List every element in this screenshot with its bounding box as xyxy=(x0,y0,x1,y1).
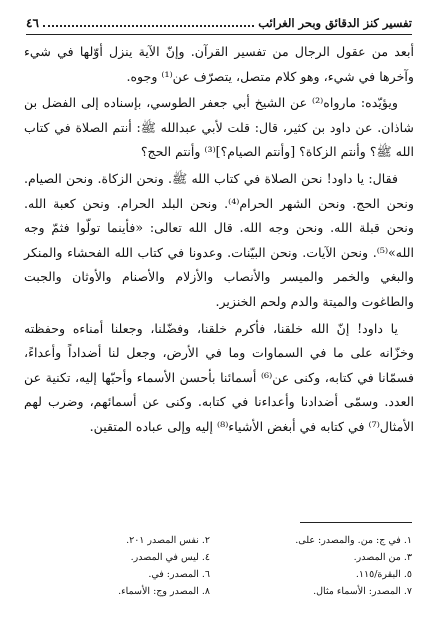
footnote-5: ٥. البقرة/١١٥. xyxy=(355,569,412,580)
footnote-3: ٣. من المصدر. xyxy=(353,552,412,563)
running-header xyxy=(26,14,412,32)
footnote-separator xyxy=(300,522,412,523)
body-text xyxy=(24,40,414,442)
page-number: ٤٦ xyxy=(26,16,39,30)
header-dotted-leader xyxy=(43,19,254,27)
footnote-8: ٨. المصدر وج: الأسماء. xyxy=(118,586,210,597)
footnote-2: ٢. نفس المصدر ٢٠١. xyxy=(126,535,210,546)
footnote-7: ٧. المصدر: الأسماء مثال. xyxy=(313,586,412,597)
header-rule xyxy=(26,34,412,35)
paragraph-2: ويؤيّده: مارواه⁽²⁾ عن الشيخ أبي جعفر الطوسي، بإسناده إلى الفضل بن شاذان. عن داود بن كثير، قال: قلت لأبي عبدالله ﷺ: أنتم الصلاة في كتاب الله ﷺ؟ وأنتم الزكاة؟ [وأنتم الصيام؟]⁽³⁾ وأنتم الحج؟ xyxy=(24,95,414,160)
footnote-1: ١. في ج: من. والمصدر: على. xyxy=(295,535,412,546)
footnote-4: ٤. ليس في المصدر. xyxy=(130,552,210,563)
footnote-6: ٦. المصدر: في. xyxy=(148,569,210,580)
running-title: تفسير كنز الدقائق وبحر الغرائب xyxy=(258,16,412,30)
paragraph-1: أبعد من عقول الرجال من تفسير القرآن. وإنّ الآية ينزل أوّلها في شيء وآخرها في شيء، وهو كلام متصل، يتصرّف عن⁽¹⁾ وجوه. xyxy=(24,44,414,84)
paragraph-4: يا داود! إنّ الله خلقنا، فأكرم خلقنا، وفضّلنا، وجعلنا أمناءه وحفظته وخزّانه على ما في السماوات وما في الأرض، وجعل لنا أضداداً وأعداءً، فسمّانا في كتابه، وكنى عن⁽⁶⁾ أسمائنا بأحسن الأسماء وأحبّها إليه، تكنية عن العدد. وسمّى أضدادنا وأعداءنا في كتابه. وكنى عن أسمائهم، وضرب لهم الأمثال⁽⁷⁾ في كتابه في أبغض الأشياء⁽⁸⁾ إليه وإلى عباده المتقين. xyxy=(24,320,414,434)
paragraph-3: فقال: يا داود! نحن الصلاة في كتاب الله ﷺ. ونحن الزكاة. ونحن الصيام. ونحن الحج. ونحن الشهر الحرام⁽⁴⁾. ونحن البلد الحرام. ونحن كعبة الله. ونحن قبلة الله. ونحن وجه الله. قال الله تعالى: «فأينما تولّوا فثمّ وجه الله»⁽⁵⁾. ونحن الآيات. ونحن البيّنات. وعدونا في كتاب الله الفحشاء والمنكر والبغي والخمر والميسر والأنصاب والأزلام والأصنام والأوثان والجبت والطاغوت والميتة والدم ولحم الخنزير. xyxy=(24,170,414,309)
footnotes xyxy=(28,534,412,599)
